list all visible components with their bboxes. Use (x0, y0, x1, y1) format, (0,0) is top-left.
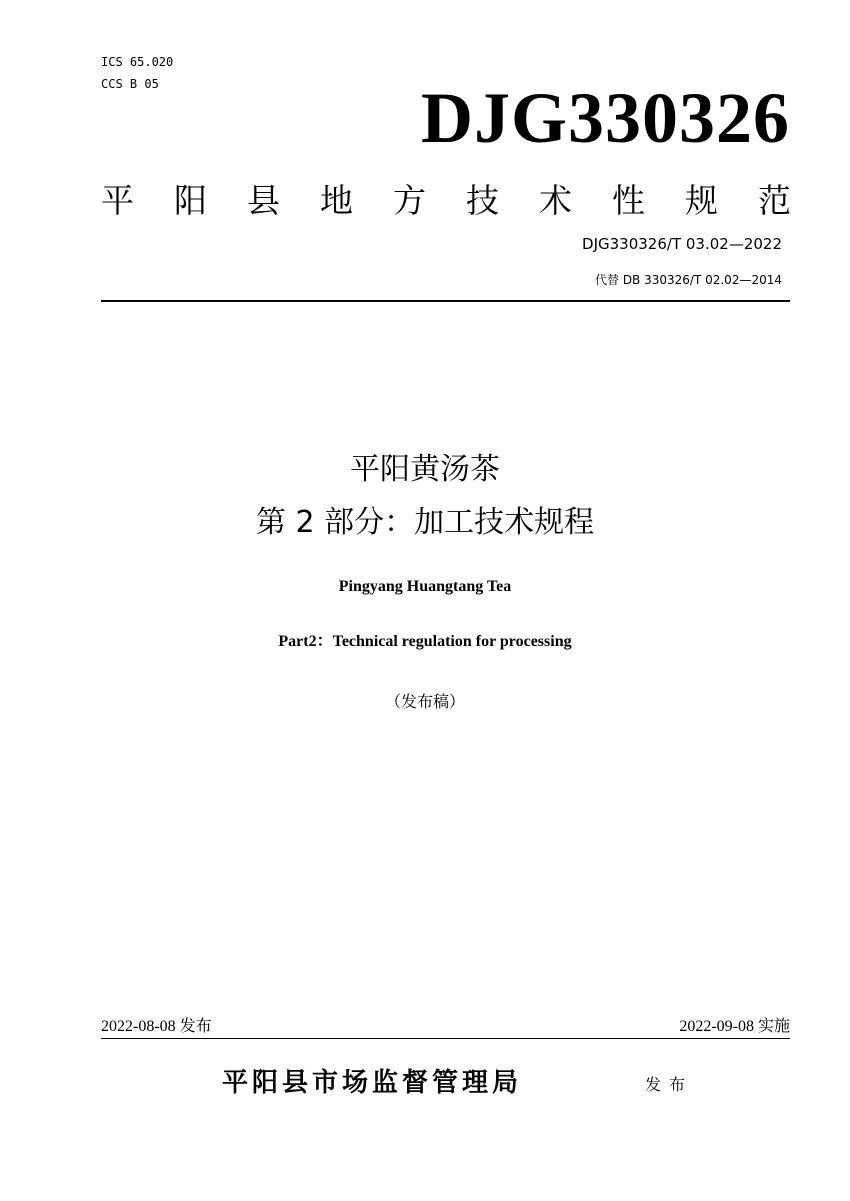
document-title-cn: 平阳黄汤茶 (350, 452, 500, 487)
spec-type-char: 技 (466, 180, 499, 220)
spec-type-char: 阳 (174, 180, 207, 220)
issuing-authority: 平阳县市场监督管理局 (222, 1068, 523, 1098)
implementation-date: 2022-09-08 实施 (679, 1018, 790, 1035)
replaces-standard: 代替 DB 330326/T 02.02—2014 (595, 273, 782, 287)
spec-type-char: 范 (758, 180, 791, 220)
ics-code: ICS 65.020 (101, 55, 174, 69)
spec-type-char: 规 (685, 180, 718, 220)
document-title-en: Pingyang Huangtang Tea (338, 578, 512, 595)
header-divider (101, 300, 790, 302)
spec-type-char: 性 (612, 180, 645, 220)
document-subtitle-en: Part2：Technical regulation for processing (278, 633, 572, 650)
spec-type-char: 术 (539, 180, 572, 220)
standard-code-title: DJG330326 (421, 78, 790, 158)
footer-divider (101, 1038, 790, 1039)
spec-type-char: 县 (247, 180, 280, 220)
spec-type-char: 平 (101, 180, 134, 220)
standard-number: DJG330326/T 03.02—2022 (582, 235, 782, 253)
spec-type-char: 地 (320, 180, 353, 220)
spec-type-char: 方 (393, 180, 426, 220)
spec-type-heading (101, 176, 791, 220)
ccs-code: CCS B 05 (101, 77, 159, 91)
issue-date: 2022-08-08 发布 (101, 1018, 212, 1035)
document-subtitle-cn: 第 2 部分：加工技术规程 (255, 505, 595, 540)
draft-status: （发布稿） (384, 692, 465, 711)
issue-label: 发布 (645, 1075, 694, 1094)
